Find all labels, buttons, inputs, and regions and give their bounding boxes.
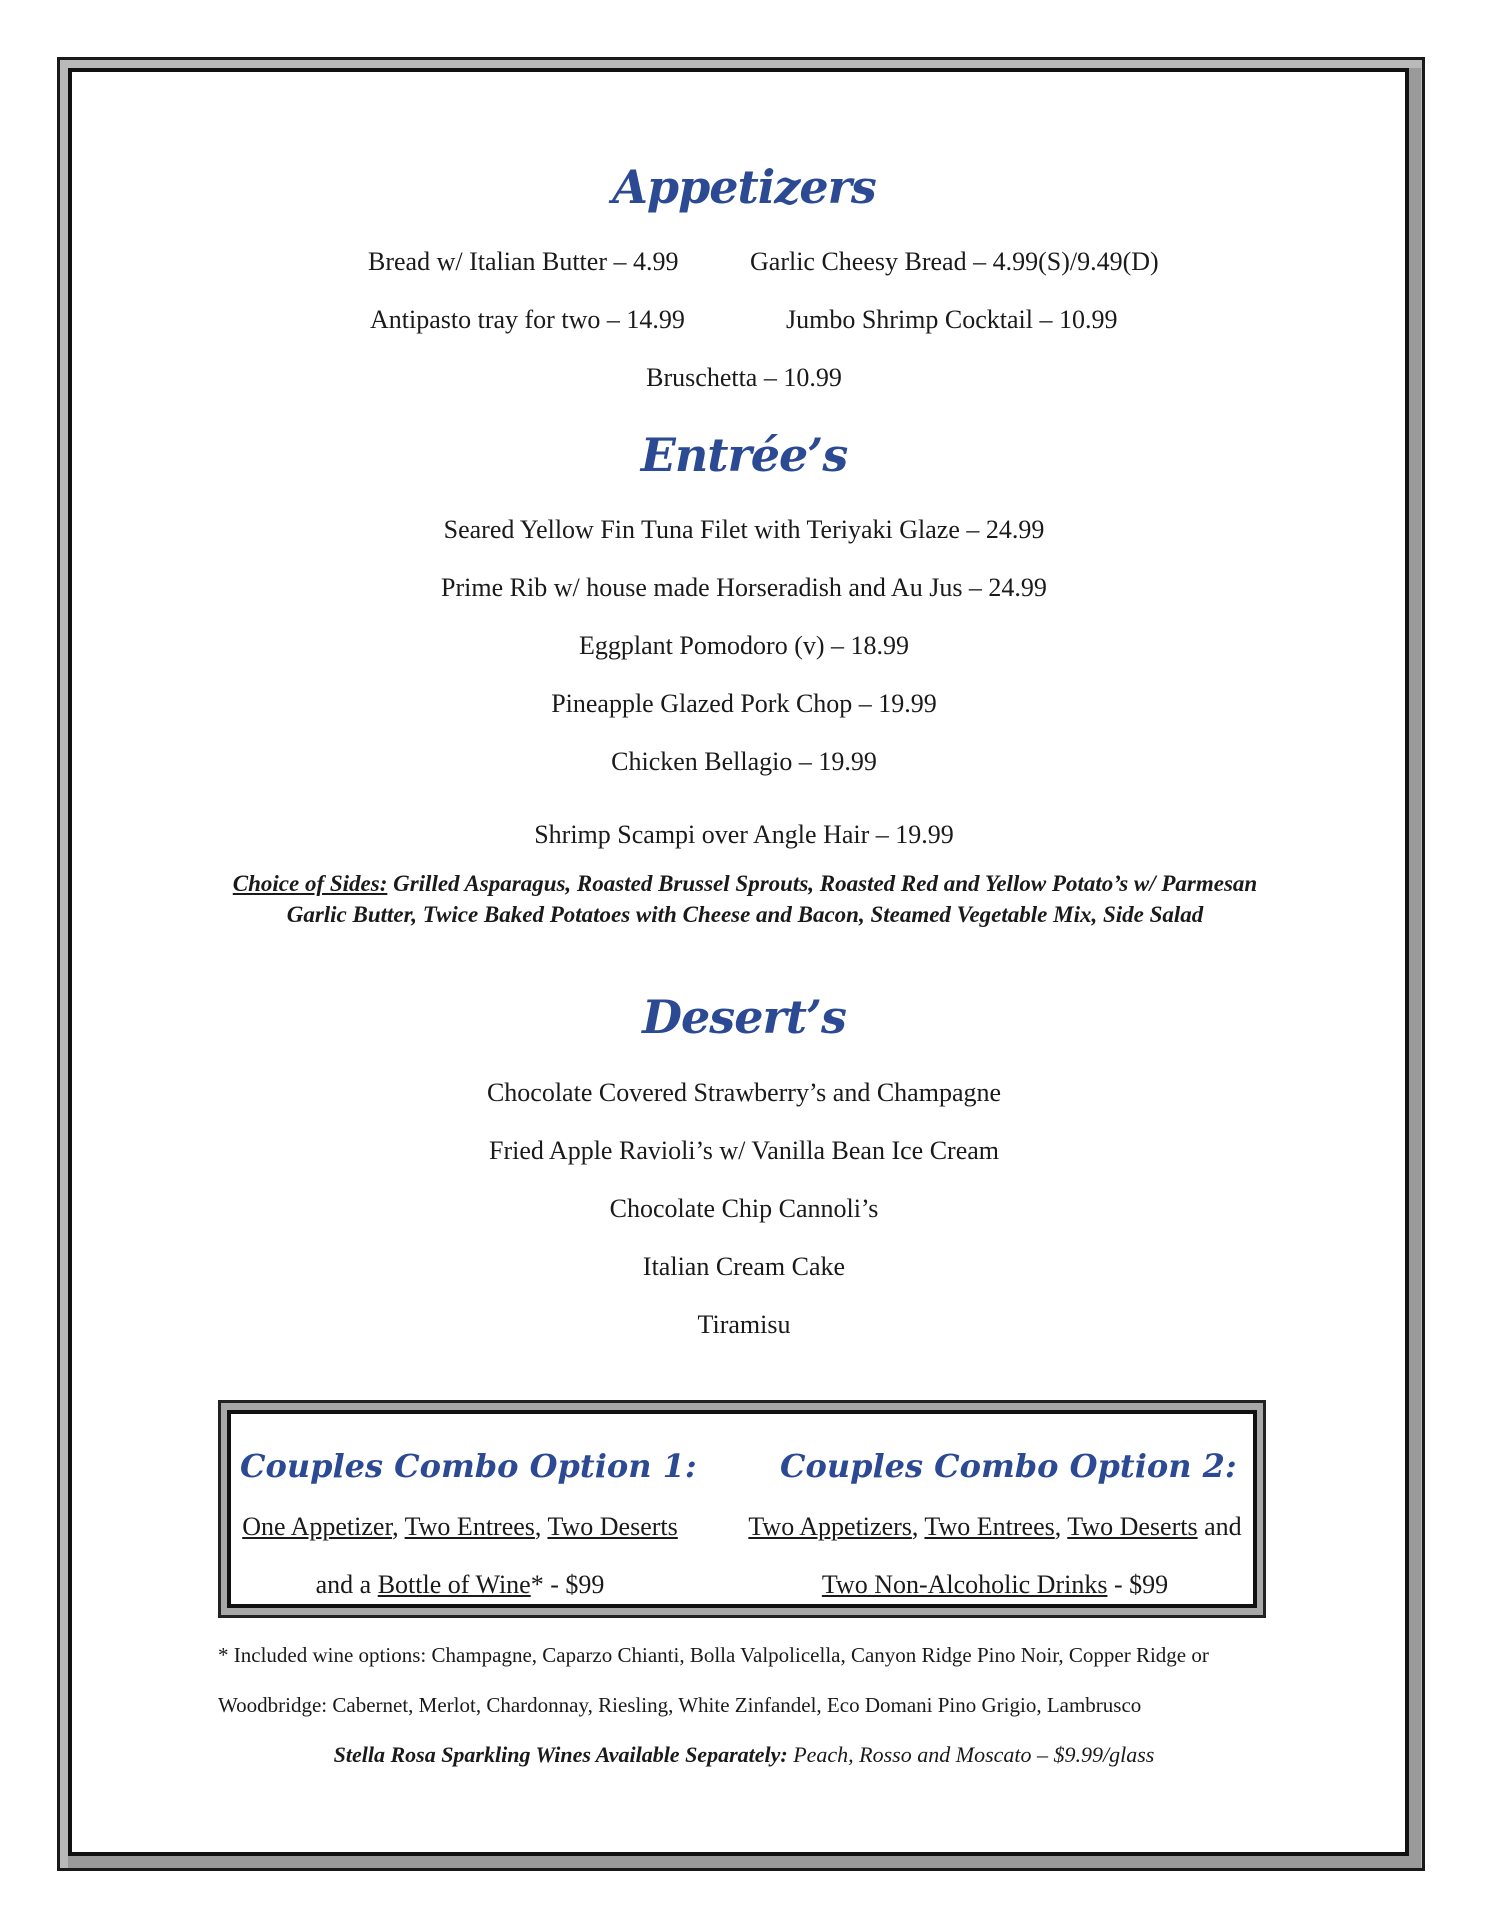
menu-item: Shrimp Scampi over Angle Hair – 19.99 xyxy=(534,820,954,849)
menu-item: Chocolate Covered Strawberry’s and Champagne xyxy=(486,1078,1002,1107)
combo1-title: Couples Combo Option 1: xyxy=(240,1447,697,1485)
stella-label: Stella Rosa Sparkling Wines Available Separately: xyxy=(333,1742,788,1767)
combo1-line2: and a Bottle of Wine* - $99 xyxy=(315,1570,605,1599)
combo2-line2: Two Non-Alcoholic Drinks - $99 xyxy=(821,1570,1169,1599)
deserts-heading: Desert’s xyxy=(642,990,846,1044)
sides-text: Grilled Asparagus, Roasted Brussel Sprouts, Roasted Red and Yellow Potato’s w/ Parmesan Garlic Butter, Twice Baked Potatoes with Cheese and Bacon, Steamed Vegetable Mix, Side Salad xyxy=(286,871,1258,927)
menu-item: Eggplant Pomodoro (v) – 18.99 xyxy=(578,631,910,660)
combo2-line1: Two Appetizers, Two Entrees, Two Deserts and xyxy=(748,1512,1242,1541)
menu-item: Jumbo Shrimp Cocktail – 10.99 xyxy=(786,305,1118,334)
menu-item: Fried Apple Ravioli’s w/ Vanilla Bean Ice Cream xyxy=(488,1136,1000,1165)
entrees-heading: Entrée’s xyxy=(640,428,848,482)
sides-label: Choice of Sides: xyxy=(232,871,388,896)
page-shadow-bottom xyxy=(68,1856,1421,1868)
menu-item: Bruschetta – 10.99 xyxy=(646,363,842,392)
appetizers-heading: Appetizers xyxy=(612,160,876,214)
combo1-line1: One Appetizer, Two Entrees, Two Deserts xyxy=(242,1512,678,1541)
menu-item: Bread w/ Italian Butter – 4.99 xyxy=(368,247,679,276)
menu-item: Chocolate Chip Cannoli’s xyxy=(609,1194,879,1223)
menu-item: Prime Rib w/ house made Horseradish and Au Jus – 24.99 xyxy=(441,573,1047,602)
menu-item: Chicken Bellagio – 19.99 xyxy=(611,747,877,776)
page-shadow-right xyxy=(1409,68,1421,1868)
stella-text: Peach, Rosso and Moscato – $9.99/glass xyxy=(787,1742,1155,1767)
menu-item: Garlic Cheesy Bread – 4.99(S)/9.49(D) xyxy=(750,247,1159,276)
menu-item: Antipasto tray for two – 14.99 xyxy=(370,305,685,334)
choice-of-sides xyxy=(215,868,1275,930)
menu-item: Seared Yellow Fin Tuna Filet with Teriyaki Glaze – 24.99 xyxy=(443,515,1045,544)
wine-options-line1: * Included wine options: Champagne, Caparzo Chianti, Bolla Valpolicella, Canyon Ridge Pino Noir, Copper Ridge or xyxy=(218,1643,1209,1667)
wine-options-line2: Woodbridge: Cabernet, Merlot, Chardonnay, Riesling, White Zinfandel, Eco Domani Pino Grigio, Lambrusco xyxy=(218,1693,1142,1717)
menu-item: Tiramisu xyxy=(697,1310,791,1339)
menu-item: Italian Cream Cake xyxy=(642,1252,846,1281)
stella-rosa-note xyxy=(0,1742,1488,1768)
menu-item: Pineapple Glazed Pork Chop – 19.99 xyxy=(551,689,937,718)
combo2-title: Couples Combo Option 2: xyxy=(780,1447,1237,1485)
